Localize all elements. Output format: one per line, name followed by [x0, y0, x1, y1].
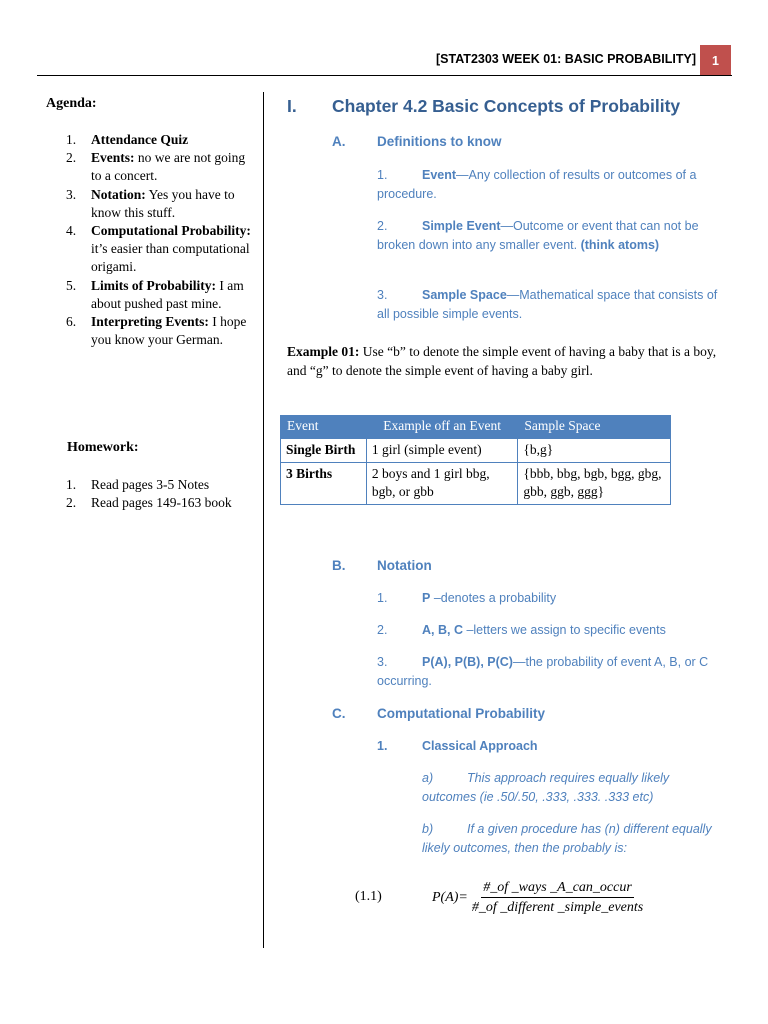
point-label: b)	[422, 822, 434, 836]
page-number: 1	[700, 45, 731, 76]
table-row	[281, 463, 671, 505]
table-cell: 2 boys and 1 girl bbg, bgb, or gbb	[366, 463, 518, 505]
section-c-letter: C.	[332, 706, 346, 721]
table-row	[281, 439, 671, 463]
classical-point	[422, 769, 722, 807]
formula-denominator: #_of _different _simple_events	[471, 900, 644, 915]
agenda-heading: Agenda:	[46, 96, 97, 111]
homework-item-text: Read pages 3-5 Notes	[91, 477, 210, 492]
definition-term: Event	[422, 168, 457, 182]
agenda-item-number: 2.	[66, 150, 77, 166]
agenda-item-title: Interpreting Events:	[91, 314, 209, 330]
section-b-letter: B.	[332, 558, 346, 573]
sample-space-table	[280, 415, 671, 505]
section-b-title: Notation	[377, 558, 432, 573]
homework-heading: Homework:	[67, 440, 139, 455]
point-text: This approach requires equally likely outcomes (ie .50/.50, .333, .333. .333 etc)	[422, 771, 670, 804]
definition-text: —Any collection of results or outcomes of a procedure.	[377, 168, 697, 201]
definition-item	[377, 217, 722, 255]
table-header-cell: Example off an Event	[366, 416, 518, 439]
section-c-title: Computational Probability	[377, 706, 546, 721]
homework-item-number: 2.	[66, 495, 77, 511]
formula-fraction	[470, 879, 645, 916]
definition-text: —Mathematical space that consists of all possible simple events.	[377, 288, 718, 321]
point-text: If a given procedure has (n) different equally likely outcomes, then the probably is:	[422, 822, 712, 855]
notation-text: –letters we assign to specific events	[462, 623, 666, 637]
definition-item	[377, 286, 722, 324]
notation-term: P(A), P(B), P(C)	[422, 655, 513, 669]
section-a-letter: A.	[332, 134, 346, 149]
agenda-item-text: I am about pushed past mine.	[91, 277, 244, 311]
definition-number: 1.	[377, 168, 388, 182]
notation-item	[377, 621, 722, 640]
agenda-item-text: Yes you have to know this stuff.	[91, 186, 235, 220]
subsection-number: 1.	[377, 739, 388, 753]
agenda-item-text: it’s easier than computational origami.	[91, 241, 250, 275]
section-a-title: Definitions to know	[377, 134, 502, 149]
definition-item	[377, 166, 722, 204]
agenda-item-text: I hope you know your German.	[91, 314, 247, 348]
example-text: Use “b” to denote the simple event of having a baby that is a boy, and “g” to denote the simple event of having a baby girl.	[287, 344, 717, 378]
table-header-row	[281, 416, 671, 439]
agenda-item	[66, 149, 251, 185]
agenda-item	[66, 313, 251, 349]
homework-item-text: Read pages 149-163 book	[91, 495, 232, 511]
notation-item	[377, 589, 722, 608]
column-divider	[263, 92, 264, 948]
notation-term: A, B, C	[422, 623, 463, 637]
notation-number: 1.	[377, 591, 388, 605]
table-cell: {bbb, bbg, bgb, bgg, gbg, gbb, ggb, ggg}	[518, 463, 671, 505]
definition-term: Simple Event	[422, 219, 501, 233]
table-cell: {b,g}	[518, 439, 671, 463]
example-label: Example 01:	[287, 344, 360, 359]
agenda-item-text: no we are not going to a concert.	[91, 150, 246, 184]
header-rule	[37, 75, 732, 76]
agenda-item-number: 5.	[66, 277, 77, 293]
formula-number: (1.1)	[355, 889, 382, 904]
homework-item	[66, 476, 241, 494]
agenda-item-title: Events:	[91, 150, 135, 166]
agenda-item-number: 3.	[66, 186, 77, 202]
agenda-item	[66, 186, 251, 222]
table-cell: 1 girl (simple event)	[366, 439, 518, 463]
table-header-cell: Event	[281, 416, 367, 439]
homework-list	[66, 476, 241, 512]
agenda-item	[66, 222, 251, 277]
agenda-list	[66, 131, 251, 349]
agenda-item-number: 6.	[66, 314, 77, 330]
definition-text: —Outcome or event that can not be broken down into any smaller event.	[377, 219, 699, 252]
example-paragraph	[287, 343, 717, 380]
chapter-title: Chapter 4.2 Basic Concepts of Probability	[332, 96, 681, 116]
notation-term: P	[422, 591, 431, 605]
definition-number: 2.	[377, 219, 388, 233]
formula-numerator: #_of _ways _A_can_occur	[481, 879, 634, 898]
notation-text: –denotes a probability	[430, 591, 557, 605]
subsection-heading	[377, 737, 722, 756]
header-title: [STAT2303 WEEK 01: BASIC PROBABILITY]	[436, 52, 696, 66]
table-header-cell: Sample Space	[518, 416, 671, 439]
table-cell: Single Birth	[281, 439, 367, 463]
agenda-item-title: Computational Probability:	[91, 223, 251, 239]
agenda-item-number: 4.	[66, 223, 77, 239]
definition-term: Sample Space	[422, 288, 507, 302]
agenda-item	[66, 277, 251, 313]
agenda-item	[66, 131, 251, 149]
notation-number: 3.	[377, 655, 388, 669]
chapter-number: I.	[287, 96, 297, 116]
agenda-item-title: Attendance Quiz	[91, 132, 189, 147]
agenda-item-title: Notation:	[91, 186, 146, 202]
notation-number: 2.	[377, 623, 388, 637]
definition-number: 3.	[377, 288, 388, 302]
point-label: a)	[422, 771, 434, 785]
homework-item	[66, 494, 241, 512]
definition-note: (think atoms)	[580, 238, 660, 252]
subsection-title: Classical Approach	[422, 739, 538, 753]
notation-item	[377, 653, 722, 691]
classical-point	[422, 820, 722, 858]
agenda-item-number: 1.	[66, 132, 77, 147]
agenda-item-title: Limits of Probability:	[91, 277, 217, 293]
formula-lhs: P(A)=	[432, 889, 468, 905]
probability-formula	[432, 879, 645, 916]
homework-item-number: 1.	[66, 477, 77, 492]
table-cell: 3 Births	[281, 463, 367, 505]
notation-text: —the probability of event A, B, or C occurring.	[377, 655, 709, 688]
